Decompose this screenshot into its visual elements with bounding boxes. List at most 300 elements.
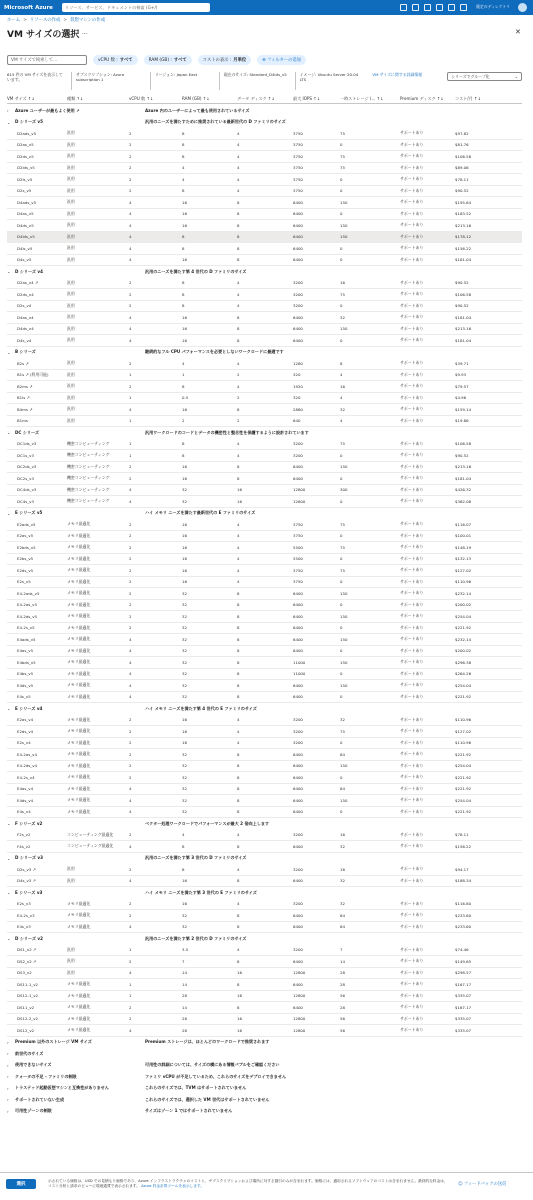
table-row[interactable] bbox=[7, 151, 522, 163]
group-header[interactable] bbox=[7, 266, 522, 278]
table-row[interactable] bbox=[7, 726, 522, 738]
table-row[interactable] bbox=[7, 761, 522, 773]
cloud-shell-icon[interactable] bbox=[400, 4, 407, 11]
cell-max-iops: 3200 bbox=[293, 901, 303, 907]
group-header[interactable] bbox=[7, 1037, 522, 1049]
cell-temp-storage: 64 bbox=[340, 912, 345, 918]
cell-data-disks: 2 bbox=[237, 372, 240, 378]
table-row[interactable] bbox=[7, 335, 522, 347]
cell-temp-storage: 0 bbox=[340, 579, 343, 585]
cell-max-iops: 3200 bbox=[293, 947, 303, 953]
table-row[interactable] bbox=[7, 186, 522, 198]
cell-type: メモリ最適化 bbox=[67, 601, 91, 607]
global-search-input[interactable]: リソース、サービス、ドキュメントの検索 (G+/) bbox=[62, 3, 210, 12]
cell-premium-disk: サポートあり bbox=[400, 693, 424, 699]
column-header-ram[interactable]: RAM (GB) ↑↓ bbox=[182, 96, 210, 101]
group-header[interactable] bbox=[7, 508, 522, 520]
table-row[interactable] bbox=[7, 404, 522, 416]
cell-vcpu: 1 bbox=[129, 372, 132, 378]
cell-vcpu: 2 bbox=[129, 763, 132, 769]
cell-max-iops: 6400 bbox=[293, 211, 303, 217]
table-row[interactable] bbox=[7, 243, 522, 255]
table-row[interactable] bbox=[7, 485, 522, 497]
cell-max-iops: 3750 bbox=[293, 533, 303, 539]
table-row[interactable] bbox=[7, 174, 522, 186]
cell-temp-storage: 0 bbox=[340, 602, 343, 608]
cell-ram: 28 bbox=[182, 1016, 187, 1022]
table-row[interactable] bbox=[7, 807, 522, 819]
cell-data-disks: 8 bbox=[237, 958, 240, 964]
group-header[interactable] bbox=[7, 105, 522, 117]
cell-ram: 32 bbox=[182, 763, 187, 769]
cell-vm-size: DS11_v2 bbox=[17, 1004, 35, 1010]
close-icon[interactable]: ✕ bbox=[515, 28, 521, 36]
table-row[interactable] bbox=[7, 795, 522, 807]
cell-data-disks: 8 bbox=[237, 234, 240, 240]
cell-type: メモリ最適化 bbox=[67, 555, 91, 561]
group-header[interactable] bbox=[7, 1060, 522, 1072]
directory-icon[interactable] bbox=[412, 4, 419, 11]
table-row[interactable] bbox=[7, 278, 522, 290]
table-row[interactable] bbox=[7, 588, 522, 600]
group-header[interactable] bbox=[7, 887, 522, 899]
avatar[interactable] bbox=[518, 3, 527, 12]
cell-vm-size: D2ds_v5 bbox=[17, 153, 34, 159]
cell-max-iops: 6400 bbox=[293, 199, 303, 205]
table-row[interactable] bbox=[7, 634, 522, 646]
cell-temp-storage: 0 bbox=[340, 245, 343, 251]
cell-temp-storage: 0 bbox=[340, 257, 343, 263]
ram-filter-pill[interactable] bbox=[144, 55, 192, 65]
gear-icon[interactable] bbox=[436, 4, 443, 11]
table-row[interactable] bbox=[7, 577, 522, 589]
cell-vm-size: E4s_v4 bbox=[17, 809, 31, 815]
cell-temp-storage: 0 bbox=[340, 452, 343, 458]
group-name: E シリーズ v5 bbox=[15, 510, 43, 516]
region-info: リージョン: Japan East bbox=[150, 72, 214, 90]
group-description: 継続的なフル CPU パフォーマンスを必要としないワークロードに最適です bbox=[145, 349, 284, 355]
cell-ram: 32 bbox=[182, 809, 187, 815]
cell-temp-storage: 75 bbox=[340, 153, 345, 159]
cell-cost: $149.65 bbox=[455, 958, 472, 964]
cell-type: 汎用 bbox=[67, 279, 75, 285]
table-row[interactable] bbox=[7, 864, 522, 876]
account-name[interactable]: 既定のディレクトリ bbox=[476, 4, 510, 10]
cell-data-disks: 16 bbox=[237, 498, 242, 504]
add-filter-button[interactable] bbox=[257, 55, 306, 65]
filter-bar bbox=[7, 55, 306, 65]
table-row[interactable] bbox=[7, 416, 522, 428]
breadcrumb-separator: > bbox=[63, 18, 68, 23]
cell-premium-disk: サポートあり bbox=[400, 601, 424, 607]
cell-type: メモリ最適化 bbox=[67, 912, 91, 918]
cell-type: メモリ最適化 bbox=[67, 693, 91, 699]
cell-data-disks: 4 bbox=[237, 740, 240, 746]
cell-vm-size: D2as_v4 ↗ bbox=[17, 280, 39, 286]
table-header bbox=[7, 94, 522, 104]
cost-filter-pill[interactable] bbox=[198, 55, 252, 65]
table-row[interactable] bbox=[7, 163, 522, 175]
group-header[interactable] bbox=[7, 1106, 522, 1118]
cell-temp-storage: 75 bbox=[340, 165, 345, 171]
vm-size-search-input[interactable]: VM サイズで検索して... bbox=[7, 55, 87, 65]
cell-vm-size: B1ms bbox=[17, 418, 28, 424]
group-header[interactable] bbox=[7, 703, 522, 715]
table-row[interactable] bbox=[7, 197, 522, 209]
breadcrumb-create-resource[interactable]: リソースの作成 bbox=[29, 18, 61, 23]
cell-cost: $213.16 bbox=[455, 326, 472, 332]
cell-vcpu: 2 bbox=[129, 728, 132, 734]
cell-type: 汎用 bbox=[67, 187, 75, 193]
cell-vcpu: 4 bbox=[129, 924, 132, 930]
cell-premium-disk: サポートあり bbox=[400, 555, 424, 561]
cell-premium-disk: サポートあり bbox=[400, 682, 424, 688]
table-row[interactable] bbox=[7, 1002, 522, 1014]
cell-data-disks: 4 bbox=[237, 521, 240, 527]
table-row[interactable] bbox=[7, 715, 522, 727]
cell-cost: $78.11 bbox=[455, 176, 469, 182]
cell-temp-storage: 28 bbox=[340, 1004, 345, 1010]
cell-vcpu: 4 bbox=[129, 648, 132, 654]
cell-temp-storage: 0 bbox=[340, 176, 343, 182]
cell-max-iops: 3750 bbox=[293, 130, 303, 136]
cell-data-disks: 8 bbox=[237, 878, 240, 884]
table-row[interactable] bbox=[7, 565, 522, 577]
cell-vcpu: 2 bbox=[129, 958, 132, 964]
cell-premium-disk: サポートあり bbox=[400, 521, 424, 527]
table-row[interactable] bbox=[7, 439, 522, 451]
cell-data-disks: 4 bbox=[237, 441, 240, 447]
cell-max-iops: 6400 bbox=[293, 464, 303, 470]
column-header-data-disks[interactable]: データ ディスク ↑↓ bbox=[237, 95, 275, 101]
cell-type: 汎用 bbox=[67, 406, 75, 412]
cell-premium-disk: サポートあり bbox=[400, 245, 424, 251]
cell-data-disks: 4 bbox=[237, 866, 240, 872]
table-row[interactable] bbox=[7, 128, 522, 140]
current-size-info: 現在のサイズ: Standard_D4lds_v5 bbox=[219, 72, 290, 90]
table-row[interactable] bbox=[7, 232, 522, 244]
table-row[interactable] bbox=[7, 830, 522, 842]
cell-ram: 32 bbox=[182, 487, 187, 493]
table-row[interactable] bbox=[7, 519, 522, 531]
cell-temp-storage: 16 bbox=[340, 866, 345, 872]
table-row[interactable] bbox=[7, 657, 522, 669]
column-header-cost[interactable]: コスト/月 ↑↓ bbox=[455, 95, 481, 101]
cell-temp-storage: 0 bbox=[340, 556, 343, 562]
table-row[interactable] bbox=[7, 450, 522, 462]
cell-max-iops: 3750 bbox=[293, 165, 303, 171]
cell-max-iops: 6400 bbox=[293, 590, 303, 596]
cell-vcpu: 4 bbox=[129, 809, 132, 815]
cell-max-iops: 2880 bbox=[293, 406, 303, 412]
cell-data-disks: 8 bbox=[237, 222, 240, 228]
cell-temp-storage: 150 bbox=[340, 636, 348, 642]
cell-vm-size: DS1_v2 ↗ bbox=[17, 947, 37, 953]
cell-max-iops: 11000 bbox=[293, 659, 306, 665]
feedback-label: フィードバックの送信 bbox=[463, 1182, 507, 1187]
cell-temp-storage: 56 bbox=[340, 1027, 345, 1033]
table-row[interactable] bbox=[7, 749, 522, 761]
cell-type: メモリ最適化 bbox=[67, 521, 91, 527]
cell-type: メモリ最適化 bbox=[67, 636, 91, 642]
table-row[interactable] bbox=[7, 623, 522, 635]
cell-ram: 16 bbox=[182, 464, 187, 470]
cell-data-disks: 8 bbox=[237, 671, 240, 677]
cell-vcpu: 2 bbox=[129, 567, 132, 573]
table-row[interactable] bbox=[7, 542, 522, 554]
more-icon[interactable]: ... bbox=[82, 29, 88, 36]
cell-cost: $195.64 bbox=[455, 199, 472, 205]
cell-type: メモリ最適化 bbox=[67, 992, 91, 998]
bell-icon[interactable] bbox=[424, 4, 431, 11]
cell-temp-storage: 28 bbox=[340, 970, 345, 976]
cell-data-disks: 8 bbox=[237, 602, 240, 608]
cell-temp-storage: 75 bbox=[340, 441, 345, 447]
column-header-temp-storage[interactable]: 一時ストレージ (... ↑↓ bbox=[340, 95, 384, 101]
group-header[interactable] bbox=[7, 1048, 522, 1060]
cell-data-disks: 4 bbox=[237, 383, 240, 389]
cell-ram: 4 bbox=[182, 176, 185, 182]
brand-title[interactable]: Microsoft Azure bbox=[4, 4, 53, 11]
table-row[interactable] bbox=[7, 899, 522, 911]
cell-type: メモリ最適化 bbox=[67, 532, 91, 538]
cell-vcpu: 1 bbox=[129, 441, 132, 447]
cell-ram: 32 bbox=[182, 682, 187, 688]
cell-temp-storage: 0 bbox=[340, 740, 343, 746]
cell-data-disks: 8 bbox=[237, 774, 240, 780]
cell-type: 汎用 bbox=[67, 325, 75, 331]
cell-temp-storage: 150 bbox=[340, 199, 348, 205]
cell-data-disks: 8 bbox=[237, 1004, 240, 1010]
cell-vcpu: 4 bbox=[129, 878, 132, 884]
table-row[interactable] bbox=[7, 956, 522, 968]
cell-vm-size: E2as_v4 bbox=[17, 717, 34, 723]
table-row[interactable] bbox=[7, 692, 522, 704]
cell-type: 汎用 bbox=[67, 371, 75, 377]
cell-temp-storage: 28 bbox=[340, 981, 345, 987]
feedback-icon[interactable] bbox=[460, 4, 467, 11]
breadcrumb-home[interactable]: ホーム bbox=[7, 18, 21, 23]
table-row[interactable] bbox=[7, 531, 522, 543]
group-header[interactable] bbox=[7, 117, 522, 129]
table-row[interactable] bbox=[7, 945, 522, 957]
cell-data-disks: 8 bbox=[237, 245, 240, 251]
cell-type: 汎用 bbox=[67, 176, 75, 182]
cell-max-iops: 6400 bbox=[293, 878, 303, 884]
group-header[interactable] bbox=[7, 427, 522, 439]
cell-vm-size: B1s ↗ (利用可能) bbox=[17, 371, 49, 377]
table-row[interactable] bbox=[7, 554, 522, 566]
learn-more-link[interactable]: VM サイズに関する詳細情報 bbox=[372, 72, 423, 77]
table-row[interactable] bbox=[7, 646, 522, 658]
cell-vm-size: E2s_v3 bbox=[17, 901, 31, 907]
cell-vm-size: E4s_v5 bbox=[17, 694, 31, 700]
group-header[interactable] bbox=[7, 1071, 522, 1083]
cell-cost: $81.76 bbox=[455, 142, 469, 148]
cell-max-iops: 6400 bbox=[293, 475, 303, 481]
cell-data-disks: 4 bbox=[237, 567, 240, 573]
table-row[interactable] bbox=[7, 255, 522, 267]
column-header-premium-disk[interactable]: Premium ディスク ↑↓ bbox=[400, 95, 444, 101]
cell-cost: $426.32 bbox=[455, 487, 472, 493]
cell-type: 汎用 bbox=[67, 199, 75, 205]
table-row[interactable] bbox=[7, 140, 522, 152]
cell-premium-disk: サポートあり bbox=[400, 486, 424, 492]
table-row[interactable] bbox=[7, 600, 522, 612]
cell-type: メモリ最適化 bbox=[67, 774, 91, 780]
cell-premium-disk: サポートあり bbox=[400, 808, 424, 814]
cell-vm-size: E4-2as_v5 bbox=[17, 602, 37, 608]
table-row[interactable] bbox=[7, 669, 522, 681]
cell-max-iops: 6400 bbox=[293, 222, 303, 228]
group-header[interactable] bbox=[7, 1094, 522, 1106]
table-row[interactable] bbox=[7, 991, 522, 1003]
table-row[interactable] bbox=[7, 381, 522, 393]
cell-premium-disk: サポートあり bbox=[400, 130, 424, 136]
cell-ram: 16 bbox=[182, 257, 187, 263]
cell-ram: 14 bbox=[182, 1004, 187, 1010]
cell-vm-size: E2ds_v5 bbox=[17, 567, 34, 573]
group-description: 汎用のニーズを満たす第 3 世代の D ファミリのサイズ bbox=[145, 855, 247, 861]
cell-vcpu: 4 bbox=[129, 636, 132, 642]
table-row[interactable] bbox=[7, 1014, 522, 1026]
group-name: E シリーズ v3 bbox=[15, 889, 43, 895]
group-header[interactable] bbox=[7, 347, 522, 359]
table-row[interactable] bbox=[7, 680, 522, 692]
cell-data-disks: 4 bbox=[237, 947, 240, 953]
cell-data-disks: 2 bbox=[237, 418, 240, 424]
cell-data-disks: 4 bbox=[237, 130, 240, 136]
group-header[interactable] bbox=[7, 853, 522, 865]
cell-vcpu: 4 bbox=[129, 257, 132, 263]
cell-type: 汎用 bbox=[67, 233, 75, 239]
cell-vcpu: 4 bbox=[129, 671, 132, 677]
group-header[interactable] bbox=[7, 933, 522, 945]
cell-data-disks: 4 bbox=[237, 280, 240, 286]
cell-max-iops: 1280 bbox=[293, 360, 303, 366]
cell-type: 汎用 bbox=[67, 314, 75, 320]
cell-vm-size: D4as_v4 bbox=[17, 314, 34, 320]
table-row[interactable] bbox=[7, 462, 522, 474]
table-row[interactable] bbox=[7, 301, 522, 313]
group-header[interactable] bbox=[7, 818, 522, 830]
cell-premium-disk: サポートあり bbox=[400, 785, 424, 791]
cell-premium-disk: サポートあり bbox=[400, 360, 424, 366]
table-row[interactable] bbox=[7, 358, 522, 370]
table-row[interactable] bbox=[7, 910, 522, 922]
table-row[interactable] bbox=[7, 393, 522, 405]
table-row[interactable] bbox=[7, 611, 522, 623]
table-row[interactable] bbox=[7, 876, 522, 888]
cell-cost: $254.04 bbox=[455, 763, 472, 769]
cell-cost: $90.52 bbox=[455, 280, 469, 286]
cell-ram: 16 bbox=[182, 717, 187, 723]
select-button[interactable]: 選択 bbox=[6, 1179, 36, 1189]
table-row[interactable] bbox=[7, 220, 522, 232]
group-by-dropdown[interactable] bbox=[447, 72, 522, 81]
group-header[interactable] bbox=[7, 1083, 522, 1095]
breadcrumb-create-vm[interactable]: 仮想マシンの作成 bbox=[70, 18, 106, 23]
cell-vm-size: DS12-2_v2 bbox=[17, 1016, 39, 1022]
table-row[interactable] bbox=[7, 312, 522, 324]
cell-temp-storage: 4 bbox=[340, 418, 343, 424]
cell-cost: $335.07 bbox=[455, 1016, 472, 1022]
cell-max-iops: 3200 bbox=[293, 280, 303, 286]
cell-temp-storage: 64 bbox=[340, 924, 345, 930]
cell-premium-disk: サポートあり bbox=[400, 222, 424, 228]
cell-cost: $233.60 bbox=[455, 912, 472, 918]
cell-type: 汎用 bbox=[67, 153, 75, 159]
cell-cost: $156.22 bbox=[455, 843, 472, 849]
table-row[interactable] bbox=[7, 496, 522, 508]
cell-vm-size: D2as_v5 bbox=[17, 142, 34, 148]
cell-vcpu: 4 bbox=[129, 487, 132, 493]
cell-type: 汎用 bbox=[67, 210, 75, 216]
cell-vm-size: E4-2ads_v5 bbox=[17, 590, 40, 596]
cell-vm-size: D4ds_v5 bbox=[17, 222, 34, 228]
table-row[interactable] bbox=[7, 1025, 522, 1037]
cell-vcpu: 4 bbox=[129, 199, 132, 205]
cell-ram: 32 bbox=[182, 774, 187, 780]
table-row[interactable] bbox=[7, 772, 522, 784]
cell-vm-size: E2bs_v5 bbox=[17, 556, 34, 562]
cell-cost: $167.17 bbox=[455, 981, 472, 987]
cell-temp-storage: 150 bbox=[340, 234, 348, 240]
column-header-vm-size[interactable]: VM サイズ ↑↓ bbox=[7, 95, 35, 101]
cell-temp-storage: 32 bbox=[340, 717, 345, 723]
cell-vm-size: E4ds_v4 bbox=[17, 797, 34, 803]
table-row[interactable] bbox=[7, 289, 522, 301]
help-icon[interactable] bbox=[448, 4, 455, 11]
table-row[interactable] bbox=[7, 841, 522, 853]
cell-cost: $178.12 bbox=[455, 234, 472, 240]
cell-data-disks: 4 bbox=[237, 188, 240, 194]
table-row[interactable] bbox=[7, 922, 522, 934]
table-row[interactable] bbox=[7, 968, 522, 980]
cell-max-iops: 3750 bbox=[293, 521, 303, 527]
cell-ram: 16 bbox=[182, 533, 187, 539]
column-header-max-iops[interactable]: 最大 IOPS ↑↓ bbox=[293, 95, 321, 101]
table-row[interactable] bbox=[7, 979, 522, 991]
cell-vcpu: 4 bbox=[129, 406, 132, 412]
cell-premium-disk: サポートあり bbox=[400, 325, 424, 331]
cell-premium-disk: サポートあり bbox=[400, 176, 424, 182]
column-header-vcpu[interactable]: vCPU 数 ↑↓ bbox=[129, 95, 154, 101]
cell-max-iops: 3750 bbox=[293, 579, 303, 585]
table-row[interactable] bbox=[7, 209, 522, 221]
group-description: 汎用のニーズを満たす第 2 世代の D ファミリのサイズ bbox=[145, 935, 247, 941]
feedback-link[interactable] bbox=[458, 1181, 506, 1187]
cell-ram: 32 bbox=[182, 912, 187, 918]
cell-ram: 4 bbox=[182, 832, 185, 838]
cell-ram: 16 bbox=[182, 728, 187, 734]
table-row[interactable] bbox=[7, 473, 522, 485]
table-row[interactable] bbox=[7, 324, 522, 336]
cell-type: メモリ最適化 bbox=[67, 613, 91, 619]
vcpu-filter-pill[interactable] bbox=[93, 55, 138, 65]
table-row[interactable] bbox=[7, 784, 522, 796]
pricing-calculator-link[interactable]: Azure 料金計算ツールを表示します。 bbox=[141, 1184, 205, 1188]
cell-vcpu: 2 bbox=[129, 291, 132, 297]
cell-temp-storage: 7 bbox=[340, 947, 343, 953]
cell-vm-size: DC1ds_v3 bbox=[17, 441, 37, 447]
column-header-type[interactable]: 種類 ↑↓ bbox=[67, 95, 84, 101]
cell-premium-disk: サポートあり bbox=[400, 302, 424, 308]
table-row[interactable] bbox=[7, 738, 522, 750]
cell-max-iops: 12800 bbox=[293, 970, 306, 976]
cell-cost: $188.34 bbox=[455, 878, 472, 884]
table-row[interactable] bbox=[7, 370, 522, 382]
